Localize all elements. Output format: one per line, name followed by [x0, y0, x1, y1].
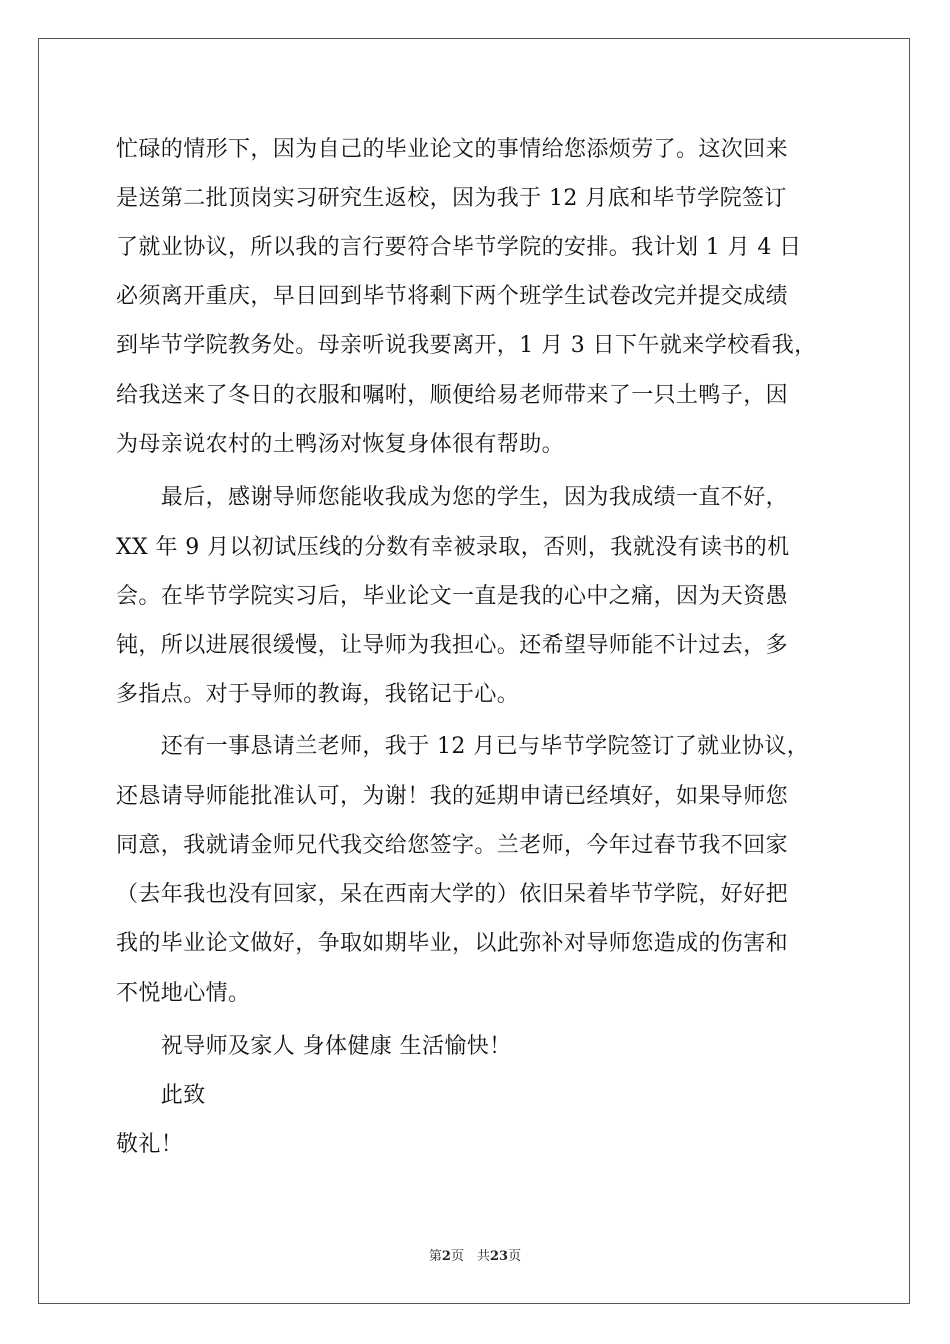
text-line: 还恳请导师能批准认可，为谢！我的延期申请已经填好，如果导师您 [116, 784, 789, 809]
footer-page-prefix: 第 [428, 1249, 442, 1264]
page-frame [38, 38, 910, 1304]
page-footer [0, 1248, 950, 1266]
text-line: 同意，我就请金师兄代我交给您签字。兰老师，今年过春节我不回家 [116, 833, 789, 858]
text-line: 我的毕业论文做好，争取如期毕业，以此弥补对导师您造成的伤害和 [116, 931, 789, 956]
text-line: （去年我也没有回家，呆在西南大学的）依旧呆着毕节学院，好好把 [116, 882, 789, 907]
text-line: 会。在毕节学院实习后，毕业论文一直是我的心中之痛，因为天资愚 [116, 584, 789, 609]
text-line: 到毕节学院教务处。母亲听说我要离开，1 月 3 日下午就来学校看我， [116, 333, 817, 358]
closing-regards: 敬礼！ [116, 1132, 184, 1157]
text-line: XX 年 9 月以初试压线的分数有幸被录取，否则，我就没有读书的机 [116, 535, 790, 560]
text-line: 了就业协议，所以我的言行要符合毕节学院的安排。我计划 1 月 4 日 [116, 235, 802, 260]
text-line: 还有一事恳请兰老师，我于 12 月已与毕节学院签订了就业协议， [116, 734, 810, 759]
text-line: 多指点。对于导师的教诲，我铭记于心。 [116, 682, 520, 707]
text-line: 最后，感谢导师您能收我成为您的学生，因为我成绩一直不好， [116, 485, 789, 510]
footer-total-pages: 23 [489, 1249, 509, 1264]
footer-page-suffix: 页 [508, 1249, 522, 1264]
text-line: 为母亲说农村的土鸭汤对恢复身体很有帮助。 [116, 432, 565, 457]
text-line: 忙碌的情形下，因为自己的毕业论文的事情给您添烦劳了。这次回来 [116, 137, 789, 162]
text-line: 钝，所以进展很缓慢，让导师为我担心。还希望导师能不计过去，多 [116, 633, 789, 658]
footer-page-number: 2 [441, 1249, 451, 1264]
closing-salutation: 此致 [116, 1083, 206, 1108]
text-line: 给我送来了冬日的衣服和嘱咐，顺便给易老师带来了一只土鸭子，因 [116, 383, 789, 408]
text-line: 是送第二批顶岗实习研究生返校，因为我于 12 月底和毕节学院签订 [116, 186, 787, 211]
text-line: 必须离开重庆，早日回到毕节将剩下两个班学生试卷改完并提交成绩 [116, 284, 789, 309]
closing-wish: 祝导师及家人 身体健康 生活愉快！ [116, 1034, 512, 1059]
footer-page-mid: 页 共 [450, 1249, 490, 1264]
text-line: 不悦地心情。 [116, 981, 251, 1006]
